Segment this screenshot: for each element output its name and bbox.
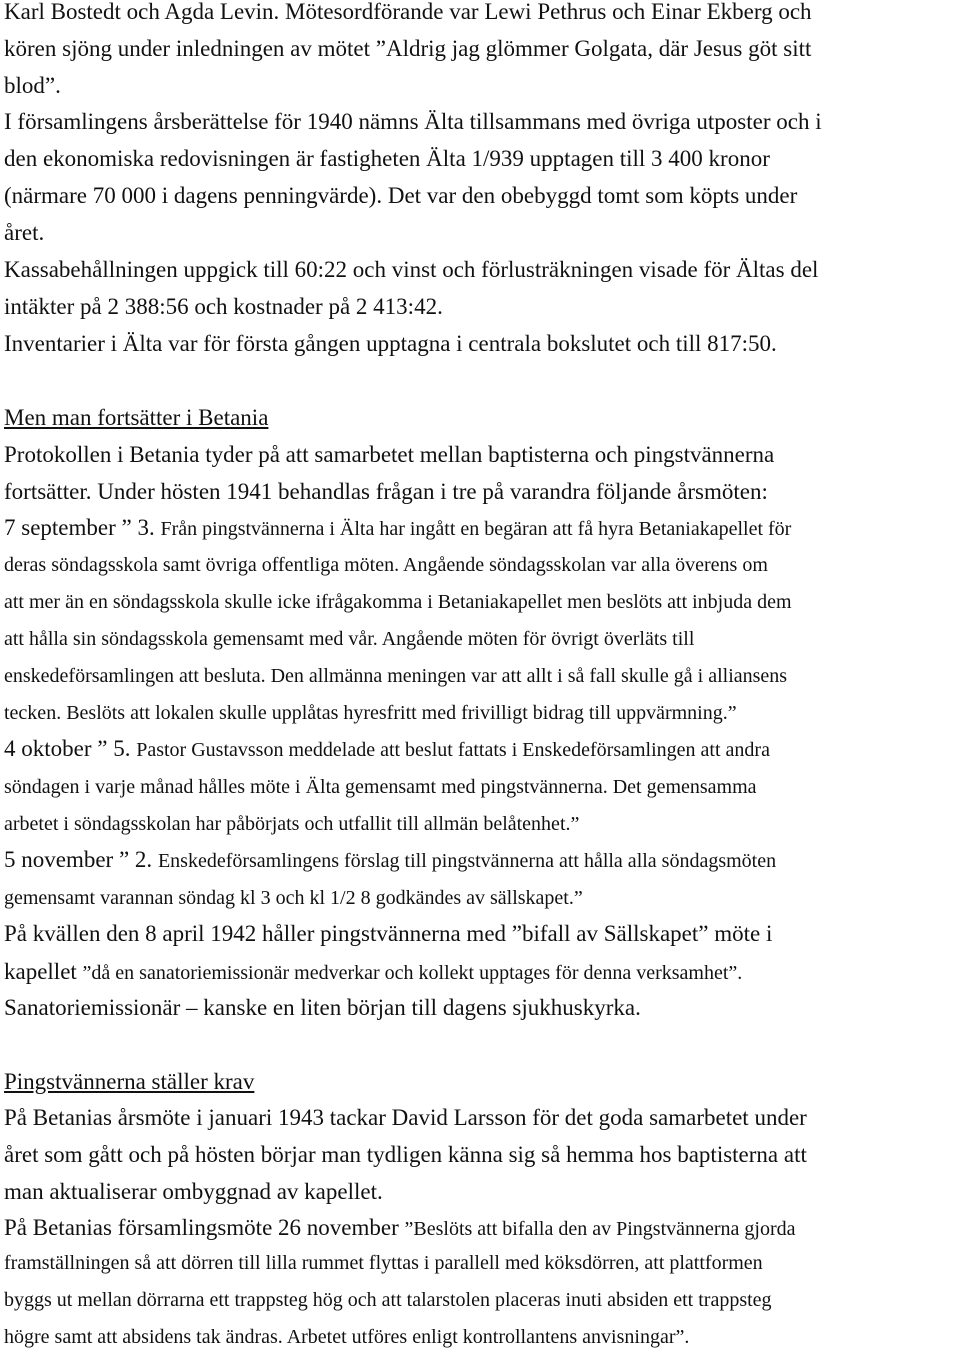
section-heading <box>4 1070 254 1093</box>
text-segment: Protokollen i Betania tyder på att samarbetet mellan baptisterna och pingstvännerna <box>4 442 775 467</box>
text-line <box>4 110 822 133</box>
text-line <box>4 1180 383 1203</box>
text-segment: 5 november ” 2. <box>4 847 158 872</box>
text-segment: I församlingens årsberättelse för 1940 nämns Älta tillsammans med övriga utposter och i <box>4 109 822 134</box>
text-line <box>4 74 61 97</box>
text-line <box>4 1253 763 1273</box>
text-segment: att hålla sin söndagsskola gemensamt med vår. Angående möten för övrigt överläts till <box>4 628 695 650</box>
text-segment: 7 september ” 3. <box>4 515 161 540</box>
text-line <box>4 848 776 871</box>
text-line <box>4 1290 772 1310</box>
text-segment: Från pingstvännerna i Älta har ingått en begäran att få hyra Betaniakapellet för <box>160 518 792 540</box>
text-line <box>4 737 770 760</box>
text-segment: ”Beslöts att bifalla den av Pingstvännerna gjorda <box>404 1218 796 1240</box>
text-line <box>4 480 768 503</box>
text-line <box>4 516 791 539</box>
text-segment: 4 oktober ” 5. <box>4 736 137 761</box>
text-line <box>4 555 768 575</box>
text-segment: Kassabehållningen uppgick till 60:22 och vinst och förlusträkningen visade för Ältas del <box>4 257 819 282</box>
text-segment: året som gått och på hösten börjar man tydligen känna sig så hemma hos baptisterna att <box>4 1142 807 1167</box>
text-line <box>4 221 44 244</box>
text-line <box>4 922 772 945</box>
heading-text: Men man fortsätter i Betania <box>4 405 269 430</box>
text-line <box>4 295 443 318</box>
text-segment: På kvällen den 8 april 1942 håller pingstvännerna med ”bifall av Sällskapet” möte i <box>4 921 773 946</box>
text-line <box>4 888 583 908</box>
text-segment: byggs ut mellan dörrarna ett trappsteg hög och att talarstolen placeras inuti absiden ett trappsteg <box>4 1289 772 1311</box>
text-line <box>4 147 770 170</box>
text-segment: Pastor Gustavsson meddelade att beslut fattats i Enskedeförsamlingen att andra <box>136 739 770 761</box>
text-segment: arbetet i söndagsskolan har påbörjats och utfallit till allmän belåtenhet.” <box>4 813 580 835</box>
text-segment: högre samt att absidens tak ändras. Arbetet utföres enligt kontrollantens anvisningar”. <box>4 1326 690 1348</box>
text-line <box>4 1327 689 1347</box>
text-segment: På Betanias årsmöte i januari 1943 tackar David Larsson för det goda samarbetet under <box>4 1105 807 1130</box>
text-line <box>4 960 742 983</box>
text-segment: Sanatoriemissionär – kanske en liten början till dagens sjukhuskyrka. <box>4 995 641 1020</box>
text-segment: kapellet <box>4 959 83 984</box>
text-segment: framställningen så att dörren till lilla rummet flyttas i parallell med köksdörren, att plattformen <box>4 1252 763 1274</box>
text-line <box>4 0 812 23</box>
text-segment: Inventarier i Älta var för första gången upptagna i centrala bokslutet och till 817:50. <box>4 331 777 356</box>
text-line <box>4 666 787 686</box>
text-segment: enskedeförsamlingen att besluta. Den allmänna meningen var att allt i så fall skulle gå i alliansens <box>4 665 788 687</box>
heading-text: Pingstvännerna ställer krav <box>4 1069 255 1094</box>
text-segment: året. <box>4 220 45 245</box>
text-segment: att mer än en söndagsskola skulle icke ifrågakomma i Betaniakapellet men beslöts att inbjuda dem <box>4 591 792 613</box>
text-segment: På Betanias församlingsmöte 26 november <box>4 1215 405 1240</box>
text-line <box>4 443 774 466</box>
text-segment: (närmare 70 000 i dagens penningvärde). Det var den obebyggd tomt som köpts under <box>4 183 798 208</box>
text-segment: söndagen i varje månad hålles möte i Älta gemensamt med pingstvännerna. Det gemensamma <box>4 776 757 798</box>
text-line <box>4 258 818 281</box>
text-line <box>4 1216 796 1239</box>
text-segment: Karl Bostedt och Agda Levin. Mötesordförande var Lewi Pethrus och Einar Ekberg och <box>4 0 812 24</box>
text-line <box>4 592 792 612</box>
text-segment: Enskedeförsamlingens förslag till pingstvännerna att hålla alla söndagsmöten <box>157 850 777 872</box>
text-line <box>4 703 737 723</box>
text-segment: gemensamt varannan söndag kl 3 och kl 1/2 8 godkändes av sällskapet.” <box>4 887 583 909</box>
text-line <box>4 814 579 834</box>
text-segment: ”då en sanatoriemissionär medverkar och kollekt upptages för denna verksamhet”. <box>82 962 743 984</box>
text-line <box>4 332 777 355</box>
text-line <box>4 184 797 207</box>
text-segment: kören sjöng under inledningen av mötet ”Aldrig jag glömmer Golgata, där Jesus göt sitt <box>4 36 812 61</box>
section-heading <box>4 406 268 429</box>
text-line <box>4 777 757 797</box>
text-segment: intäkter på 2 388:56 och kostnader på 2 413:42. <box>4 294 443 319</box>
text-segment: blod”. <box>4 73 61 98</box>
text-line <box>4 37 811 60</box>
text-segment: den ekonomiska redovisningen är fastigheten Älta 1/939 upptagen till 3 400 kronor <box>4 146 770 171</box>
text-segment: man aktualiserar ombyggnad av kapellet. <box>4 1179 383 1204</box>
text-segment: deras söndagsskola samt övriga offentliga möten. Angående söndagsskolan var alla överens om <box>4 554 768 576</box>
text-line <box>4 629 694 649</box>
text-line <box>4 1106 807 1129</box>
text-segment: tecken. Beslöts att lokalen skulle upplåtas hyresfritt med frivilligt bidrag till uppvärmning.” <box>4 702 737 724</box>
text-segment: fortsätter. Under hösten 1941 behandlas frågan i tre på varandra följande årsmöten: <box>4 479 768 504</box>
text-line <box>4 1143 807 1166</box>
text-line <box>4 996 641 1019</box>
